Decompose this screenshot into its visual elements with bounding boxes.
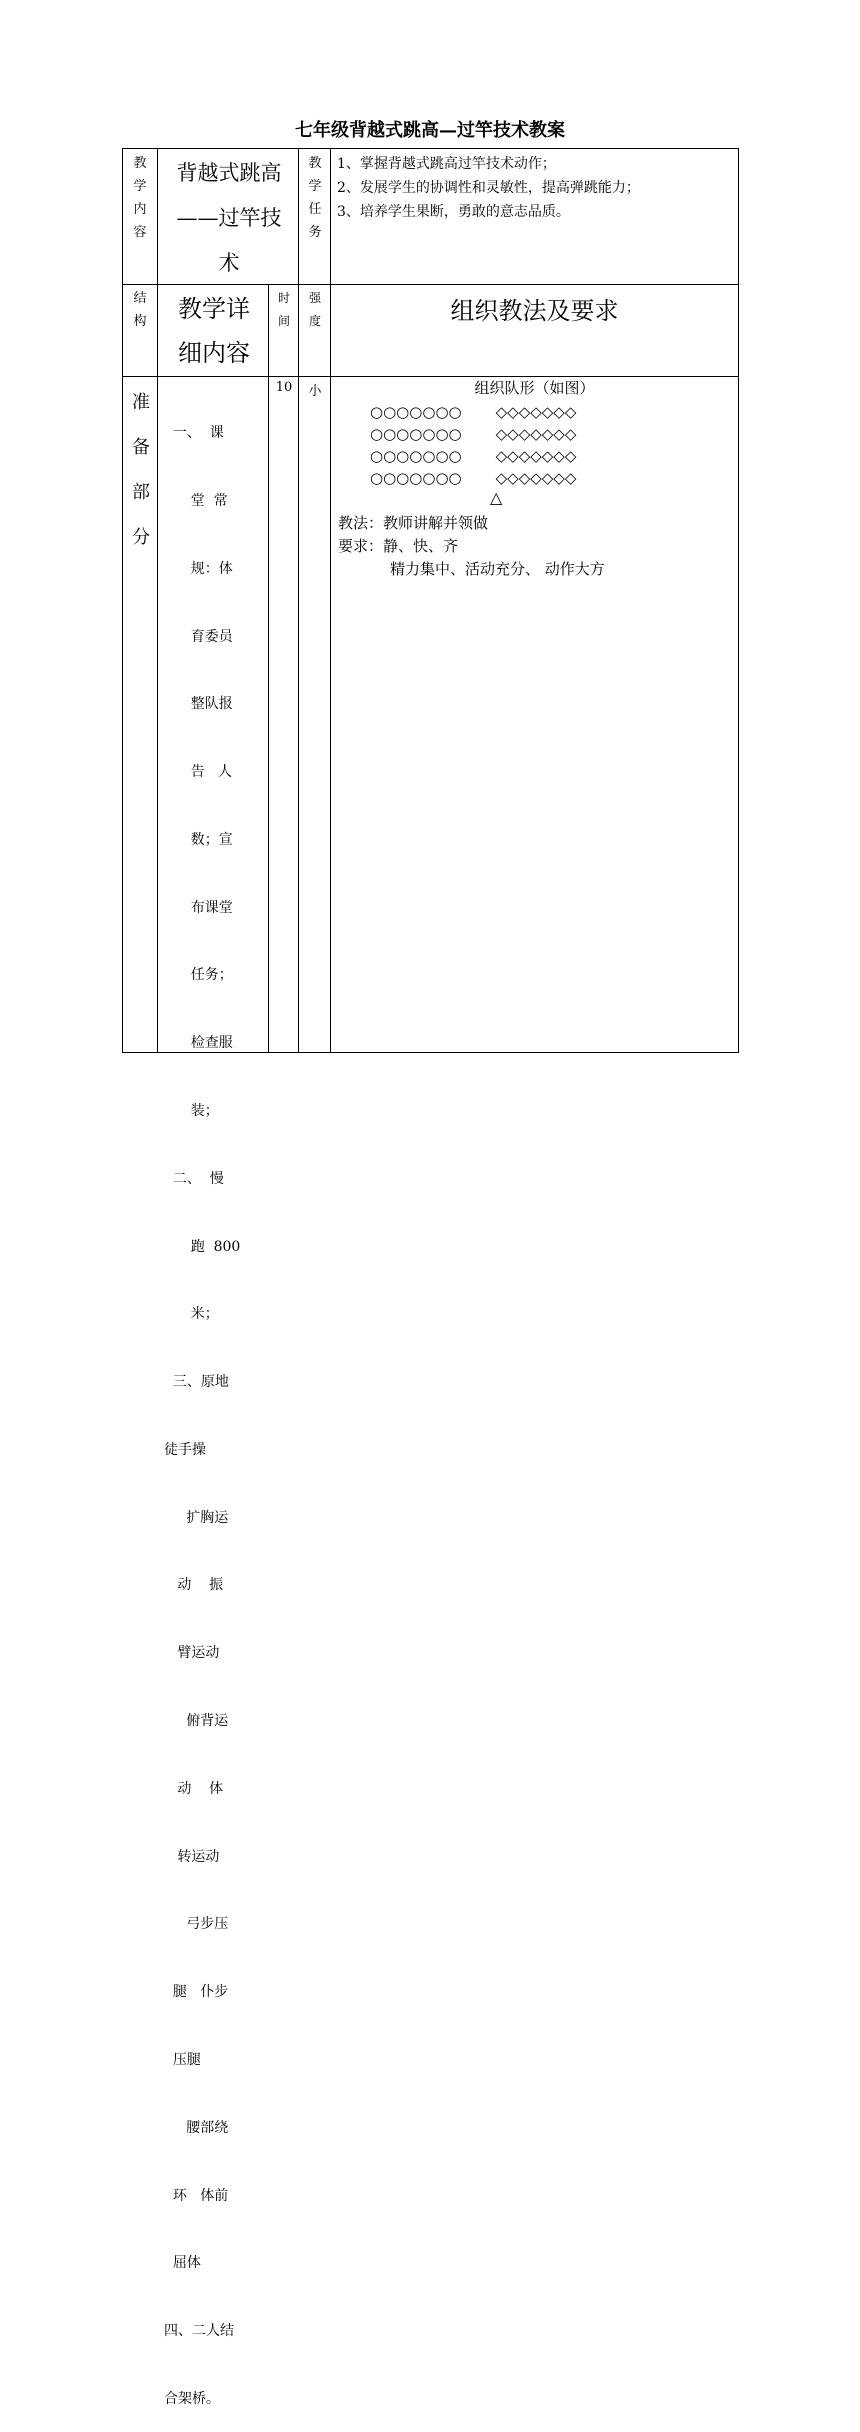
formation-row: ○○○○○○○ ◇◇◇◇◇◇◇	[370, 425, 577, 443]
label-structure: 结 构	[133, 291, 147, 329]
task-item: 2、发展学生的协调性和灵敏性，提高弹跳能力；	[337, 180, 640, 196]
preparation-content: 一、 课 堂 常 规：体 育委员 整队报 告 人 数；宣 布课堂 任务； 检查服 装； 二、 慢 跑 800 米； 三、原地 徒手操 扩胸运 动 振 臂运动 俯背运 动 体 转运动 弓步压 腿 仆步 压腿 腰部绕 环 体前 屈体 四、二人结 合架桥。	[164, 425, 241, 2407]
intensity-value: 小	[308, 384, 322, 399]
formation-title: 组织队形（如图）	[474, 379, 595, 397]
label-time: 时 间	[277, 291, 290, 328]
method-text: 教法：教师讲解并领做 要求：静、快、齐 精力集中、活动充分、 动作大方	[338, 514, 605, 578]
task-item: 1、掌握背越式跳高过竿技术动作；	[337, 156, 556, 172]
formation-row: ○○○○○○○ ◇◇◇◇◇◇◇	[370, 403, 577, 421]
label-teaching-content: 教 学 内 容	[133, 156, 147, 240]
teaching-tasks	[337, 152, 640, 224]
label-teaching-tasks: 教 学 任 务	[308, 156, 322, 240]
teacher-marker: △	[490, 488, 503, 507]
method-header: 组织教法及要求	[450, 297, 619, 325]
task-item: 3、培养学生果断，勇敢的意志品质。	[337, 204, 570, 220]
teaching-content: 背越式跳高 ——过竿技 术	[176, 161, 282, 275]
formation-row: ○○○○○○○ ◇◇◇◇◇◇◇	[370, 447, 577, 465]
formation-row: ○○○○○○○ ◇◇◇◇◇◇◇	[370, 469, 577, 487]
label-detail-content: 教学详 细内容	[178, 295, 250, 367]
time-value: 10	[275, 380, 293, 395]
part-label: 准 备 部 分	[132, 392, 150, 548]
label-intensity: 强 度	[308, 291, 321, 328]
document-title: 七年级背越式跳高—过竿技术教案	[295, 120, 565, 141]
formation-diagram	[370, 401, 576, 489]
